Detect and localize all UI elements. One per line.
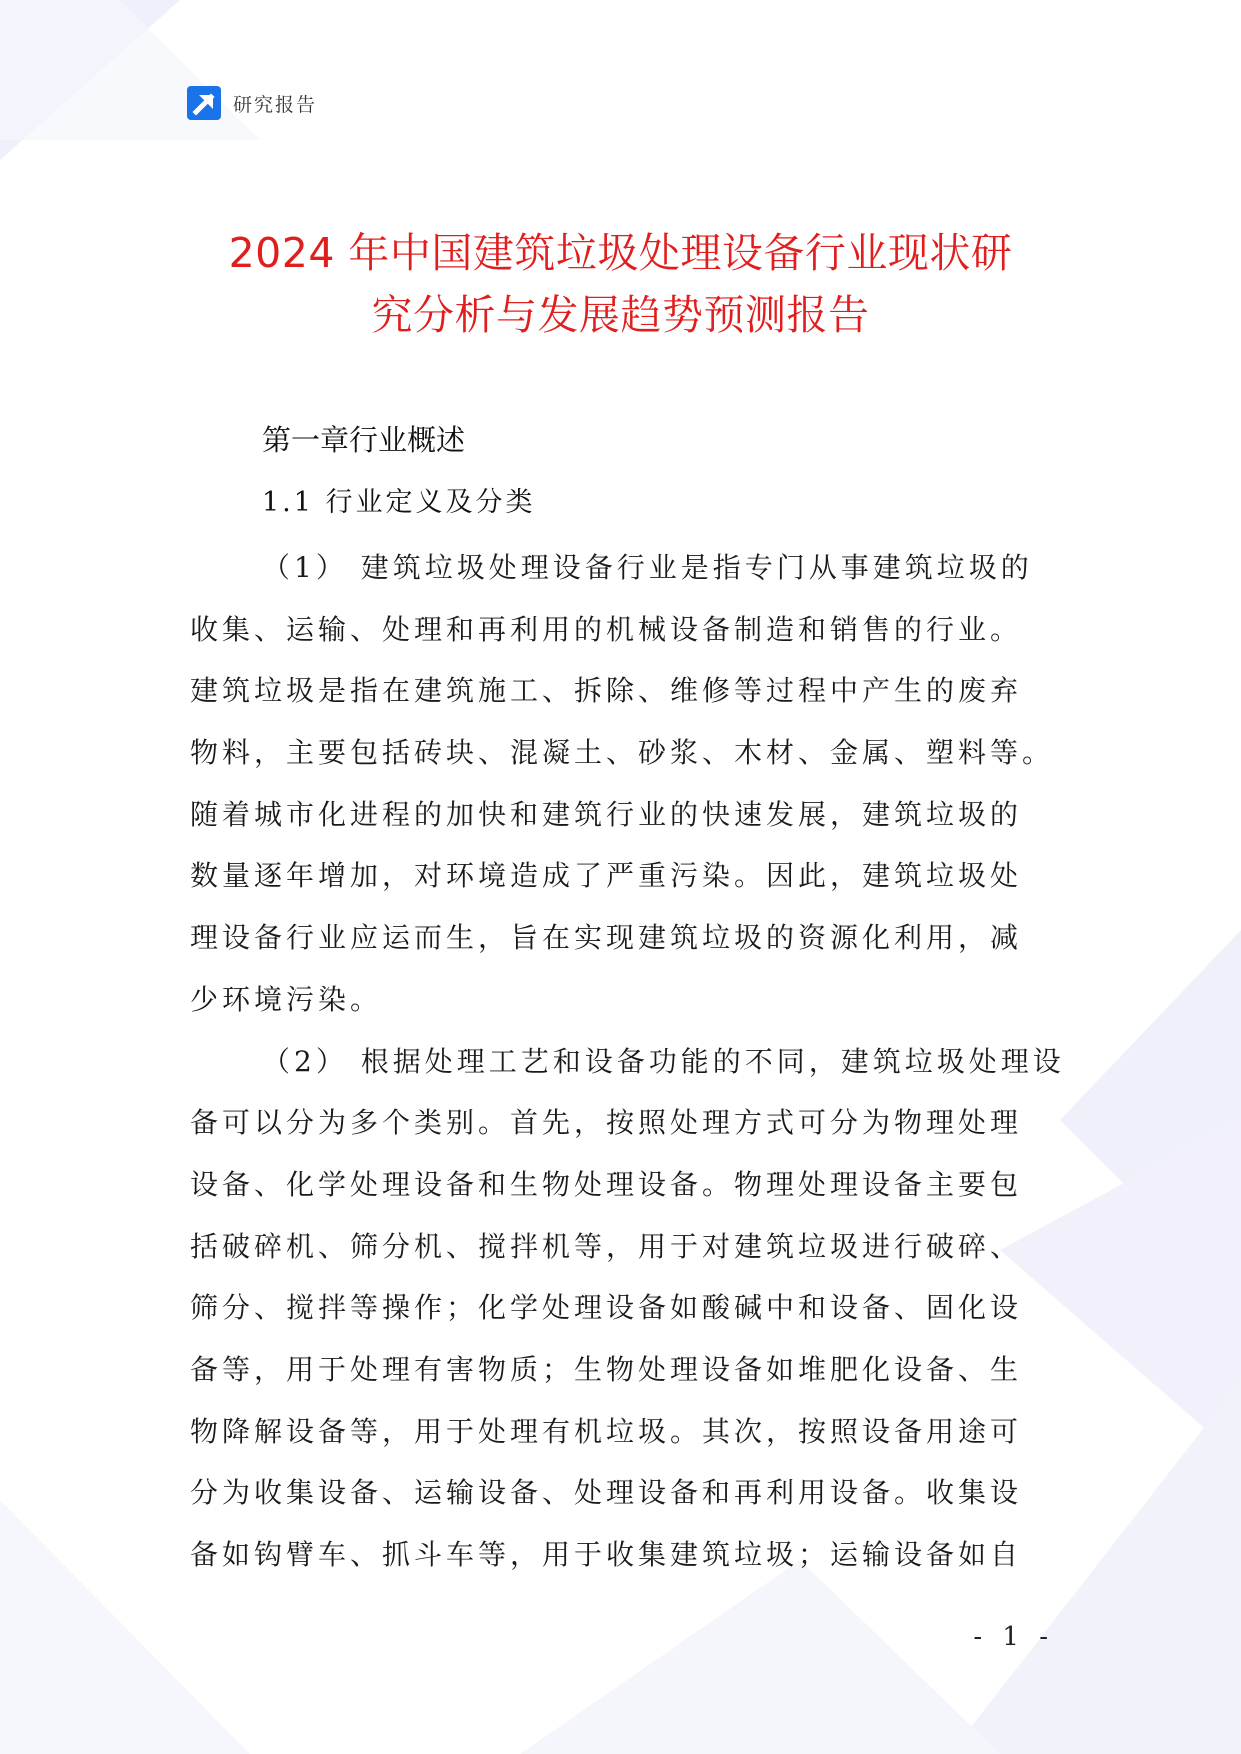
text-line: 括破碎机、筛分机、搅拌机等，用于对建筑垃圾进行破碎、 <box>190 1229 1023 1263</box>
text-line: 筛分、搅拌等操作；化学处理设备如酸碱中和设备、固化设 <box>190 1291 1023 1325</box>
page-number: - 1 - <box>973 1622 1054 1652</box>
text-line: 物降解设备等，用于处理有机垃圾。其次，按照设备用途可 <box>190 1414 1023 1448</box>
text-line: 数量逐年增加，对环境造成了严重污染。因此，建筑垃圾处 <box>190 859 1023 893</box>
text-line: 收集、运输、处理和再利用的机械设备制造和销售的行业。 <box>190 612 1023 646</box>
paragraph-1 <box>190 537 1055 1031</box>
text-line: （1） 建筑垃圾处理设备行业是指专门从事建筑垃圾的 <box>262 551 1033 584</box>
chapter-heading: 第一章行业概述 <box>262 423 466 457</box>
paragraph-2 <box>190 1031 1065 1586</box>
report-header <box>187 86 317 120</box>
text-line: 理设备行业应运而生，旨在实现建筑垃圾的资源化利用，减 <box>190 921 1023 955</box>
text-line: 备可以分为多个类别。首先，按照处理方式可分为物理处理 <box>190 1106 1023 1140</box>
header-label: 研究报告 <box>233 93 318 116</box>
report-title <box>150 222 1091 346</box>
text-line: 物料，主要包括砖块、混凝土、砂浆、木材、金属、塑料等。 <box>190 736 1055 770</box>
section-heading: 1.1 行业定义及分类 <box>262 487 536 518</box>
text-line: 建筑垃圾是指在建筑施工、拆除、维修等过程中产生的废弃 <box>190 674 1023 708</box>
text-line: 少环境污染。 <box>190 982 383 1016</box>
text-line: 备如钩臂车、抓斗车等，用于收集建筑垃圾；运输设备如自 <box>190 1538 1023 1571</box>
text-line: 设备、化学处理设备和生物处理设备。物理处理设备主要包 <box>190 1167 1023 1201</box>
body-text <box>190 537 1065 1586</box>
text-line: 备等，用于处理有害物质；生物处理设备如堆肥化设备、生 <box>190 1352 1023 1386</box>
text-line: （2） 根据处理工艺和设备功能的不同，建筑垃圾处理设 <box>262 1044 1065 1078</box>
text-line: 分为收集设备、运输设备、处理设备和再利用设备。收集设 <box>190 1476 1023 1510</box>
title-line-2: 究分析与发展趋势预测报告 <box>371 291 870 339</box>
arrow-logo-icon <box>187 86 221 120</box>
text-line: 随着城市化进程的加快和建筑行业的快速发展，建筑垃圾的 <box>190 797 1023 831</box>
title-line-1: 2024 年中国建筑垃圾处理设备行业现状研 <box>228 229 1013 277</box>
